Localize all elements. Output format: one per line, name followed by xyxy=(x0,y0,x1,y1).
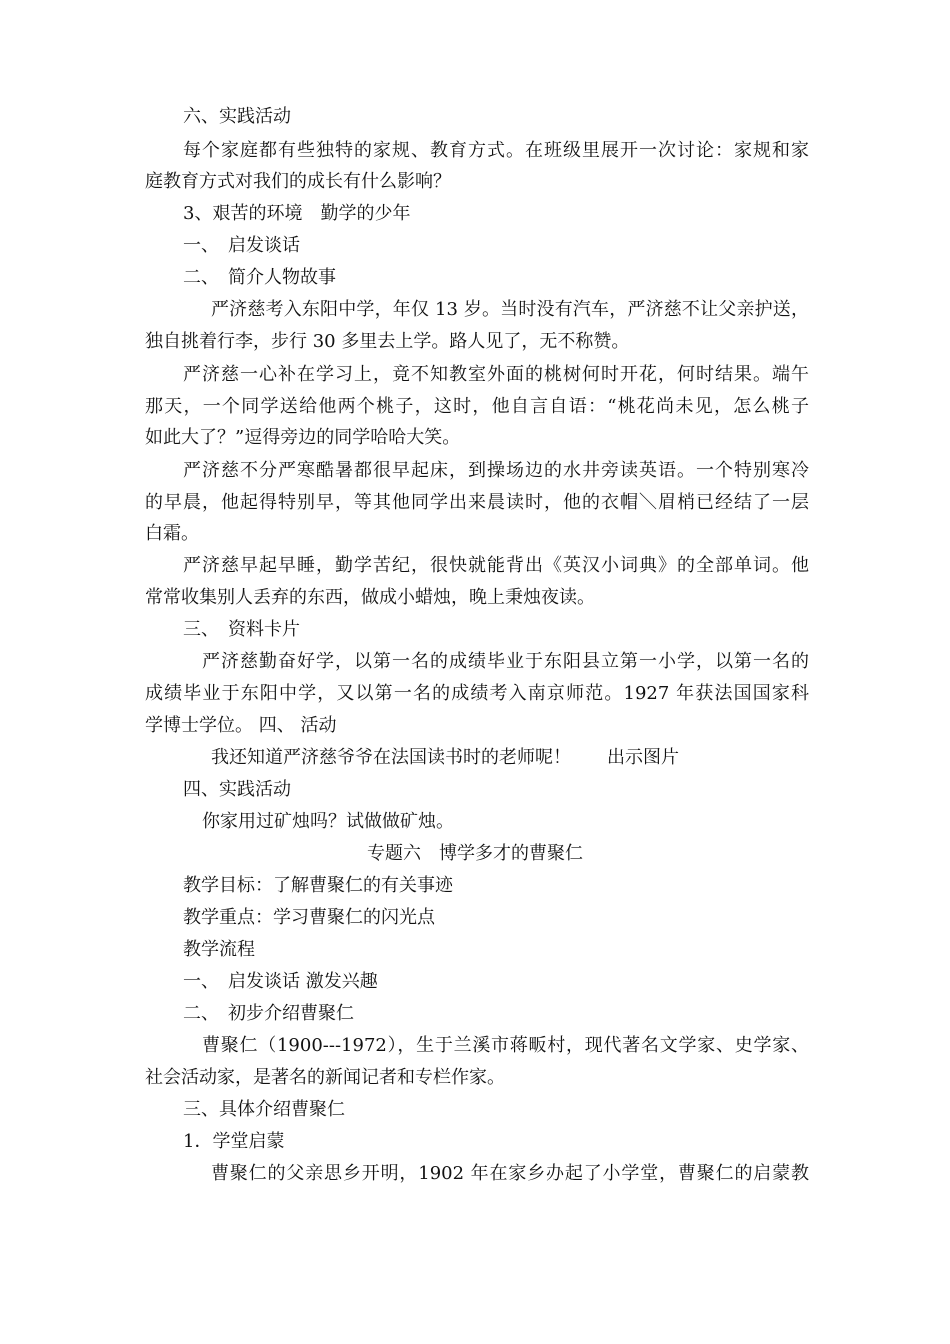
section-title-hardship: 3、艰苦的环境 勤学的少年 xyxy=(183,203,411,224)
paragraph-line: 曹聚仁（1900---1972），生于兰溪市蒋畈村，现代著名文学家、史学家、 xyxy=(202,1035,809,1056)
paragraph-line: 独自挑着行李，步行 30 多里去上学。路人见了，无不称赞。 xyxy=(145,331,630,352)
heading-intro-cao-juren: 二、 初步介绍曹聚仁 xyxy=(183,1003,354,1024)
paragraph-line: 的早晨，他起得特别早，等其他同学出来晨读时，他的衣帽＼眉梢已经结了一层 xyxy=(145,492,809,513)
paragraph-line: 你家用过矿烛吗？试做做矿烛。 xyxy=(202,811,454,832)
paragraph-line: 学博士学位。 四、 活动 xyxy=(145,715,337,736)
paragraph-line: 那天，一个同学送给他两个桃子，这时，他自言自语：“桃花尚未见，怎么桃子 xyxy=(145,396,809,417)
paragraph-line: 庭教育方式对我们的成长有什么影响？ xyxy=(145,171,451,192)
paragraph-line: 我还知道严济慈爷爷在法国读书时的老师呢！ 出示图片 xyxy=(211,747,679,768)
heading-practice-activity: 六、实践活动 xyxy=(183,106,291,127)
teaching-process: 教学流程 xyxy=(183,939,255,960)
paragraph-line: 严济慈考入东阳中学，年仅 13 岁。当时没有汽车，严济慈不让父亲护送， xyxy=(211,299,809,320)
paragraph-line: 严济慈早起早睡，勤学苦纪，很快就能背出《英汉小词典》的全部单词。他 xyxy=(183,555,809,576)
paragraph-line: 曹聚仁的父亲思乡开明，1902 年在家乡办起了小学堂，曹聚仁的启蒙教 xyxy=(211,1163,809,1184)
teaching-focus: 教学重点：学习曹聚仁的闪光点 xyxy=(183,907,435,928)
heading-info-card: 三、 资料卡片 xyxy=(183,619,300,640)
paragraph-line: 严济慈不分严寒酷暑都很早起床，到操场边的水井旁读英语。一个特别寒冷 xyxy=(183,460,809,481)
paragraph-line: 严济慈一心补在学习上，竟不知教室外面的桃树何时开花，何时结果。端午 xyxy=(183,364,809,385)
heading-character-story: 二、 简介人物故事 xyxy=(183,267,336,288)
paragraph-line: 如此大了？”逗得旁边的同学哈哈大笑。 xyxy=(145,427,461,448)
paragraph-line: 常常收集别人丢弃的东西，做成小蜡烛，晚上秉烛夜读。 xyxy=(145,587,595,608)
heading-inspire-talk: 一、 启发谈话 xyxy=(183,235,300,256)
teaching-goal: 教学目标：了解曹聚仁的有关事迹 xyxy=(183,875,453,896)
paragraph-line: 每个家庭都有些独特的家规、教育方式。在班级里展开一次讨论：家规和家 xyxy=(183,140,809,161)
heading-inspire-interest: 一、 启发谈话 激发兴趣 xyxy=(183,971,378,992)
paragraph-line: 白霜。 xyxy=(145,523,199,544)
paragraph-line: 成绩毕业于东阳中学，又以第一名的成绩考入南京师范。1927 年获法国国家科 xyxy=(145,683,809,704)
section-title-cao-juren: 专题六 博学多才的曹聚仁 xyxy=(367,843,583,864)
subheading-school-enlightenment: 1．学堂启蒙 xyxy=(183,1131,285,1152)
heading-detail-cao-juren: 三、具体介绍曹聚仁 xyxy=(183,1099,345,1120)
paragraph-line: 社会活动家，是著名的新闻记者和专栏作家。 xyxy=(145,1067,505,1088)
paragraph-line: 严济慈勤奋好学，以第一名的成绩毕业于东阳县立第一小学，以第一名的 xyxy=(202,651,809,672)
heading-practice-activity: 四、实践活动 xyxy=(183,779,291,800)
